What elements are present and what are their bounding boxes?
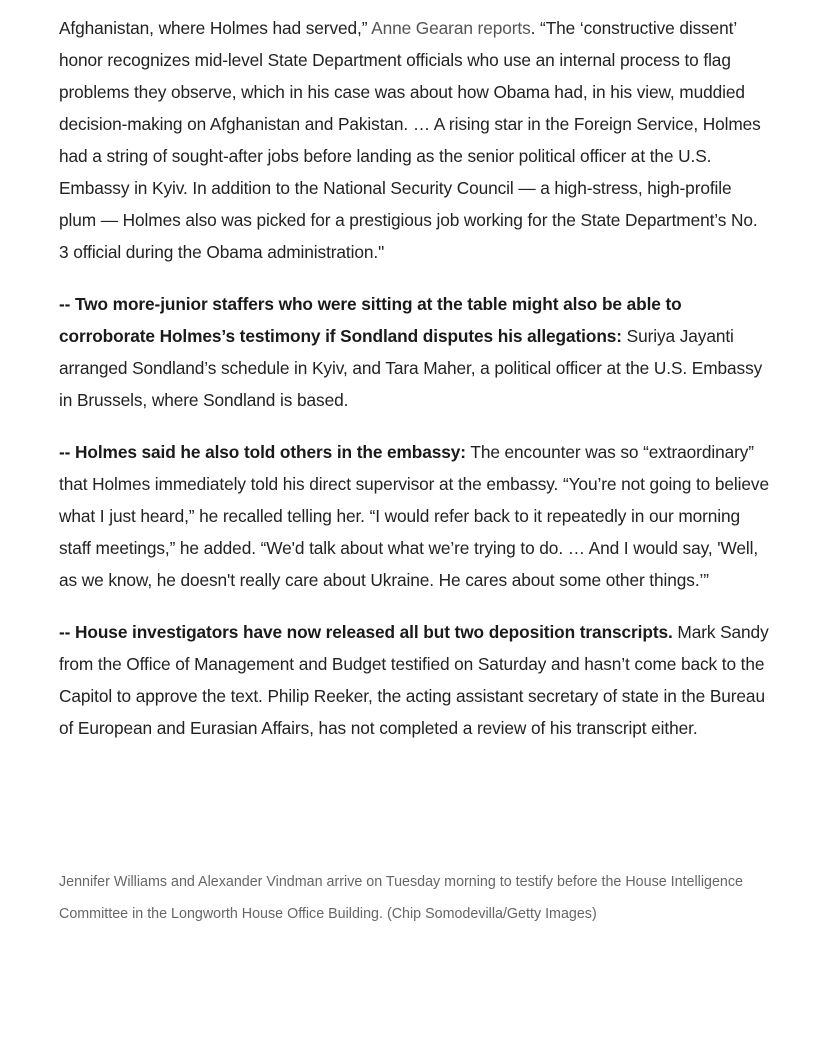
paragraph-lead-bold: -- Holmes said he also told others in the embassy:	[59, 442, 466, 462]
photo-caption: Jennifer Williams and Alexander Vindman arrive on Tuesday morning to testify before the House Intelligence Committee in the Longworth House Office Building. (Chip Somodevilla/Getty Images)	[59, 874, 743, 922]
paragraph-junior-staffers	[59, 288, 771, 416]
anne-gearan-report-link[interactable]: Anne Gearan reports	[371, 18, 531, 38]
paragraph-told-others	[59, 436, 771, 596]
paragraph-text: Mark Sandy from the Office of Management and Budget testified on Saturday and hasn’t come back to the Capitol to approve the text. Philip Reeker, the acting assistant secretary of state in the Bureau of European and Eurasian Affairs, has not completed a review of his transcript either.	[59, 622, 769, 738]
paragraph-lead-bold: -- Two more-junior staffers who were sitting at the table might also be able to corroborate Holmes’s testimony if Sondland disputes his allegations:	[59, 294, 682, 346]
paragraph-text: . “The ‘constructive dissent’ honor recognizes mid-level State Department officials who use an internal process to flag problems they observe, which in his case was about how Obama had, in his view, muddied decision-making on Afghanistan and Pakistan. … A rising star in the Foreign Service, Holmes had a string of sought-after jobs before landing as the senior political officer at the U.S. Embassy in Kyiv. In addition to the National Security Council — a high-stress, high-profile plum — Holmes also was picked for a prestigious job working for the State Department’s No. 3 official during the Obama administration."	[59, 18, 761, 262]
paragraph-text: The encounter was so “extraordinary” that Holmes immediately told his direct supervisor at the embassy. “You’re not going to believe what I just heard,” he recalled telling her. “I would refer back to it repeatedly in our morning staff meetings,” he added. “We'd talk about what we’re trying to do. … And I would say, 'Well, as we know, he doesn't really care about Ukraine. He cares about some other things.’”	[59, 442, 769, 590]
paragraph-text: Suriya Jayanti arranged Sondland’s schedule in Kyiv, and Tara Maher, a political officer at the U.S. Embassy in Brussels, where Sondland is based.	[59, 326, 763, 410]
paragraph-transcripts	[59, 616, 771, 744]
paragraph-lead-bold: -- House investigators have now released all but two deposition transcripts.	[59, 622, 673, 642]
paragraph-text: Afghanistan, where Holmes had served,”	[59, 18, 372, 38]
article-body	[59, 12, 771, 764]
paragraph-holmes-background	[59, 12, 771, 268]
